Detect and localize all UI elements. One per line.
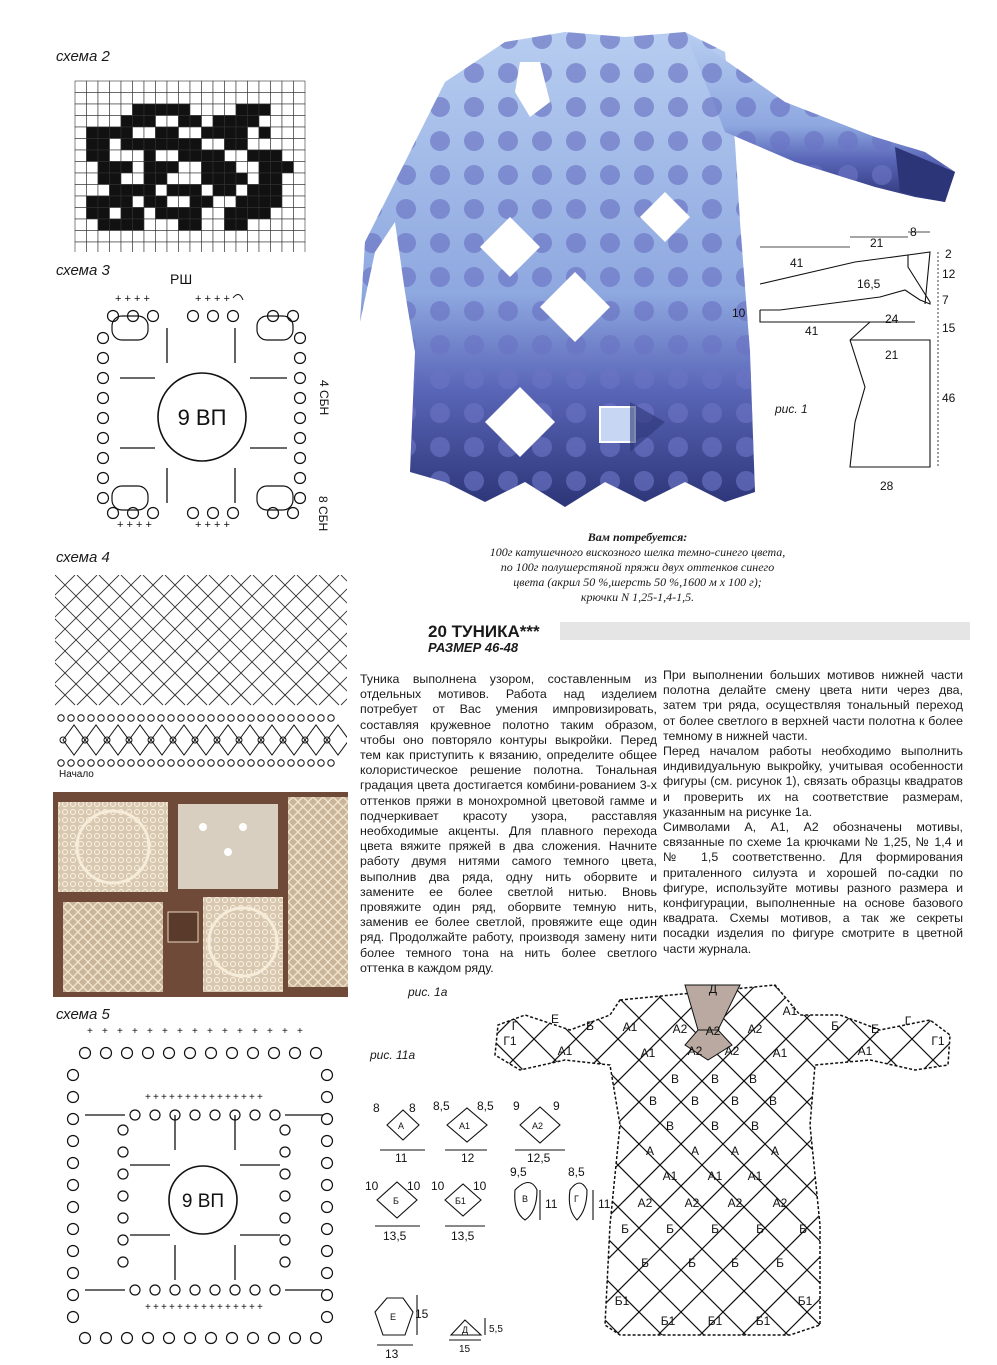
materials-line2: по 100г полушерстяной пряжи двух оттенков синего bbox=[500, 560, 775, 574]
fig1a-a1-r2: А1 bbox=[782, 1004, 798, 1018]
fig11a-label: рис. 11а bbox=[370, 1048, 416, 1062]
dim-21-top: 21 bbox=[870, 236, 884, 250]
motif-A1-letter: А1 bbox=[459, 1121, 471, 1131]
svg-text:+: + bbox=[249, 1302, 255, 1313]
fig1a-a2-m2: А2 bbox=[684, 1196, 700, 1210]
motif-A1-d2: 8,5 bbox=[477, 1099, 494, 1113]
motif-V-d1: 9,5 bbox=[510, 1165, 527, 1179]
fig1a-e-left: Е bbox=[550, 1012, 560, 1026]
paragraph-pattern: Перед началом работы необходимо выполнить индивидуальную выкройку, учитывая особенности фигуры (см. рисунок 1), связать образцы квадратов и проверить их на соответствие размерам, указанным на рисунке 1а. bbox=[663, 744, 963, 819]
materials-line4: крючки N 1,25-1,4-1,5. bbox=[580, 590, 695, 604]
svg-text:+: + bbox=[241, 1302, 247, 1313]
motif-B-d2: 10 bbox=[407, 1179, 421, 1193]
paragraph-symbols: Символами А, А1, А2 обозначены мотивы, связанные по схеме 1а крючками № 1,25, № 1,4 и № 1,5 соответственно. Для формирования приталенного силуэта и хорошей по-садки по фигуре, используйте мотивы разного размера и конфигурации, выполненные на основе базового квадрата. Схемы мотивов, а так же секреты посадки изделия по фигуре смотрите в цветной части журнала. bbox=[663, 820, 963, 956]
svg-text:+: + bbox=[201, 1092, 207, 1103]
svg-text:+: + bbox=[87, 1026, 93, 1037]
motif-V-letter: В bbox=[522, 1194, 529, 1204]
motif-G-letter: Г bbox=[574, 1194, 579, 1204]
scheme5-label: схема 5 bbox=[56, 1006, 110, 1023]
scheme3-center-label: 9 ВП bbox=[177, 405, 227, 430]
motif-A-letter: А bbox=[398, 1121, 405, 1131]
article-title: 20 ТУНИКА*** bbox=[428, 622, 540, 641]
fig1a-b-sl: Б bbox=[586, 1019, 594, 1033]
fig1a-a2-m4: А2 bbox=[772, 1196, 788, 1210]
svg-text:+: + bbox=[241, 1092, 247, 1103]
fig1a-a-3: А bbox=[730, 1144, 740, 1158]
fig1a-v9: В bbox=[710, 1119, 720, 1133]
fig1a-e-right: Е bbox=[870, 1022, 880, 1036]
svg-text:+: + bbox=[257, 1302, 263, 1313]
fig1a-g-right: Г bbox=[904, 1014, 912, 1028]
svg-text:+: + bbox=[145, 1302, 151, 1313]
materials-line3: цвета (акрил 50 %,шерсть 50 %,1600 м х 100 г); bbox=[513, 575, 762, 589]
svg-text:+: + bbox=[249, 1092, 255, 1103]
fig1a-b-9: Б bbox=[776, 1256, 784, 1270]
dim-21-mid: 21 bbox=[885, 348, 899, 362]
svg-text:+: + bbox=[233, 1302, 239, 1313]
svg-text:+: + bbox=[217, 1092, 223, 1103]
svg-text:+: + bbox=[209, 1092, 215, 1103]
fig1a-b-1: Б bbox=[621, 1222, 629, 1236]
fig1a-a2-l2: А2 bbox=[687, 1044, 703, 1058]
dim-28: 28 bbox=[880, 479, 894, 493]
svg-text:+: + bbox=[225, 1302, 231, 1313]
motif-A-d2: 8 bbox=[409, 1101, 416, 1115]
dim-15: 15 bbox=[942, 321, 956, 335]
scheme3-label: схема 3 bbox=[56, 262, 110, 279]
svg-text:+: + bbox=[282, 1026, 288, 1037]
motif-A1-w: 12 bbox=[461, 1151, 475, 1165]
fig1a-b-5: Б bbox=[799, 1222, 807, 1236]
dim-7: 7 bbox=[942, 293, 949, 307]
motif-D-h: 5,5 bbox=[489, 1324, 503, 1335]
svg-text:+: + bbox=[162, 1026, 168, 1037]
plus-row-bottom-right: + + + + bbox=[195, 519, 230, 531]
svg-text:+: + bbox=[177, 1302, 183, 1313]
dim-41-top: 41 bbox=[790, 256, 804, 270]
scheme5-center-label: 9 ВП bbox=[181, 1191, 225, 1212]
svg-text:+: + bbox=[297, 1026, 303, 1037]
motif-A-d1: 8 bbox=[373, 1101, 380, 1115]
svg-text:+: + bbox=[185, 1302, 191, 1313]
svg-text:+: + bbox=[233, 1092, 239, 1103]
scheme4-label: схема 4 bbox=[56, 549, 110, 566]
fig1a-g1-left: Г1 bbox=[503, 1034, 517, 1048]
motif-A2-d2: 9 bbox=[553, 1099, 560, 1113]
motif-B-w: 13,5 bbox=[383, 1229, 407, 1243]
svg-text:+: + bbox=[177, 1092, 183, 1103]
fig1a-v7: В bbox=[768, 1094, 778, 1108]
fig1a-b-6: Б bbox=[641, 1256, 649, 1270]
dim-41-bottom: 41 bbox=[805, 324, 819, 338]
dim-8: 8 bbox=[910, 225, 917, 239]
motif-E-letter: Е bbox=[390, 1312, 397, 1322]
fig1a-a1-sr: А1 bbox=[857, 1044, 873, 1058]
motif-E-h: 15 bbox=[415, 1307, 429, 1321]
svg-text:+: + bbox=[102, 1026, 108, 1037]
motif-D-letter: Д bbox=[462, 1325, 469, 1335]
fig1a-a2-m1: А2 bbox=[637, 1196, 653, 1210]
fig1a-a1-m3: А1 bbox=[747, 1169, 763, 1183]
fig1a-a1-l: А1 bbox=[640, 1046, 656, 1060]
fig1a-b1-2: Б1 bbox=[660, 1314, 676, 1328]
motif-B-letter: Б bbox=[393, 1196, 399, 1206]
fig1a-b-7: Б bbox=[688, 1256, 696, 1270]
fig1a-a2-left: А2 bbox=[672, 1022, 688, 1036]
fig1a-b1-5: Б1 bbox=[797, 1294, 813, 1308]
motif-A-w: 11 bbox=[395, 1151, 408, 1165]
article-column-1: Туника выполнена узором, составленным из отдельных мотивов. Работа над изделием потребует от Вас умения импровизировать, составляя кружевное полотно таким образом, чтобы оно повторяло контуры выкройки. Перед тем как приступить к вязанию, определите общее колористическое решение полотна. Тональная градация цвета достигается комбини-рованием 3-х оттенков пряжи в монохромной цветовой гамме и подчеркивает красоту узора, расставляя необходимые акценты. Для плавного перехода цвета вяжите пряжей в два сложения. Начните работу двумя нитями самого темного цвета, выполнив два ряда, одну нить оборвите и замените ее более светлой нитью. Вновь провяжите один ряд, оборвите темную нить, заменив ее более светлой, провяжите еще один ряд. Продолжайте работу, производя замену нити более темного тона на нить более светлого оттенка в каждом ряду. bbox=[360, 672, 657, 975]
fig1a-a1-l2: А1 bbox=[622, 1020, 638, 1034]
svg-text:+: + bbox=[252, 1026, 258, 1037]
materials-line1: 100г катушечного вискозного шелка темно-синего цвета, bbox=[489, 545, 786, 559]
fig1a-g1-right: Г1 bbox=[931, 1034, 945, 1048]
fig1a-a1-r: А1 bbox=[772, 1046, 788, 1060]
svg-text:+: + bbox=[145, 1092, 151, 1103]
svg-text:+: + bbox=[201, 1302, 207, 1313]
svg-text:+: + bbox=[237, 1026, 243, 1037]
dim-24: 24 bbox=[885, 312, 899, 326]
svg-text:+: + bbox=[217, 1302, 223, 1313]
scheme2-grid bbox=[74, 80, 306, 252]
fig1a-b-sr: Б bbox=[831, 1019, 839, 1033]
motif-A2-letter: А2 bbox=[532, 1121, 544, 1131]
dim-46: 46 bbox=[942, 391, 956, 405]
motif-B1-d2: 10 bbox=[473, 1179, 487, 1193]
svg-text:+: + bbox=[222, 1026, 228, 1037]
fig1a-b-4: Б bbox=[756, 1222, 764, 1236]
side-4sbn: 4 СБН bbox=[317, 380, 331, 416]
motif-B1-letter: Б1 bbox=[455, 1196, 466, 1206]
fig1a-layout bbox=[470, 975, 970, 1350]
fig1a-b1-3: Б1 bbox=[707, 1314, 723, 1328]
dim-16-5: 16,5 bbox=[857, 277, 881, 291]
motif-G-h: 11 bbox=[598, 1197, 611, 1211]
fig1a-v4: В bbox=[648, 1094, 658, 1108]
motif-B1-d1: 10 bbox=[431, 1179, 445, 1193]
fig1a-a2-r2: А2 bbox=[724, 1044, 740, 1058]
svg-text:+: + bbox=[132, 1026, 138, 1037]
fig1a-a1-m2: А1 bbox=[707, 1169, 723, 1183]
svg-text:+: + bbox=[185, 1092, 191, 1103]
svg-text:+: + bbox=[257, 1092, 263, 1103]
svg-text:+: + bbox=[209, 1302, 215, 1313]
motif-D-w: 15 bbox=[459, 1344, 471, 1355]
fig1a-a1-m1: А1 bbox=[662, 1169, 678, 1183]
svg-text:+: + bbox=[169, 1302, 175, 1313]
motif-B1-w: 13,5 bbox=[451, 1229, 475, 1243]
svg-text:+: + bbox=[192, 1026, 198, 1037]
svg-text:+: + bbox=[267, 1026, 273, 1037]
fig1a-a2-m3: А2 bbox=[727, 1196, 743, 1210]
rs-label: РШ bbox=[170, 271, 193, 287]
fig1-pattern bbox=[720, 222, 990, 500]
article-column-2 bbox=[663, 668, 963, 957]
scheme3-diagram bbox=[55, 268, 345, 540]
fig1a-b1-4: Б1 bbox=[755, 1314, 771, 1328]
motif-E-w: 13 bbox=[385, 1347, 399, 1360]
fig1a-a-1: А bbox=[645, 1144, 655, 1158]
fig1a-v6: В bbox=[730, 1094, 740, 1108]
svg-text:+: + bbox=[147, 1026, 153, 1037]
scheme2-label: схема 2 bbox=[56, 48, 110, 65]
fig1a-b-8: Б bbox=[731, 1256, 739, 1270]
fig1a-v2: В bbox=[710, 1072, 720, 1086]
fig1a-b-2: Б bbox=[666, 1222, 674, 1236]
fig1a-v5: В bbox=[690, 1094, 700, 1108]
fig1a-v3: В bbox=[748, 1072, 758, 1086]
scheme4-diagram bbox=[55, 575, 347, 780]
fig1a-label: рис. 1а bbox=[408, 985, 448, 999]
svg-text:+: + bbox=[161, 1302, 167, 1313]
svg-text:+: + bbox=[225, 1092, 231, 1103]
materials-heading: Вам потребуется: bbox=[587, 530, 688, 544]
fig1-label: рис. 1 bbox=[775, 402, 808, 416]
article-subtitle: РАЗМЕР 46-48 bbox=[428, 640, 519, 655]
svg-text:+: + bbox=[153, 1092, 159, 1103]
lace-photo bbox=[53, 792, 348, 997]
svg-text:+: + bbox=[161, 1092, 167, 1103]
svg-text:+: + bbox=[117, 1026, 123, 1037]
plus-row-bottom-left: + + + + bbox=[117, 519, 152, 531]
dim-2: 2 bbox=[945, 247, 952, 261]
fig1a-v10: В bbox=[750, 1119, 760, 1133]
svg-text:+: + bbox=[177, 1026, 183, 1037]
motif-A2-w: 12,5 bbox=[527, 1151, 551, 1165]
fig1a-v1: В bbox=[670, 1072, 680, 1086]
fig1a-b-3: Б bbox=[711, 1222, 719, 1236]
motif-A1-d1: 8,5 bbox=[433, 1099, 450, 1113]
materials-block bbox=[455, 530, 820, 605]
motif-B-d1: 10 bbox=[365, 1179, 379, 1193]
scheme4-start-label: Начало bbox=[59, 769, 94, 780]
motif-A2-d1: 9 bbox=[513, 1099, 520, 1113]
svg-text:+: + bbox=[193, 1302, 199, 1313]
plus-row-top-right: + + + + bbox=[195, 293, 230, 305]
dim-12: 12 bbox=[942, 267, 956, 281]
scheme5-diagram bbox=[55, 1020, 345, 1350]
fig1a-v8: В bbox=[665, 1119, 675, 1133]
fig1a-a1-sl: А1 bbox=[557, 1044, 573, 1058]
paragraph-color-change: При выполнении больших мотивов нижней части полотна делайте смену цвета нити через два, затем три ряда, осуществляя тональный переход от более светлого в верхней части полотна к более темному в нижней части. bbox=[663, 668, 963, 743]
svg-text:+: + bbox=[193, 1092, 199, 1103]
side-8sbn: 8 СБН bbox=[316, 496, 330, 532]
fig1a-b1-1: Б1 bbox=[614, 1294, 630, 1308]
plus-row-top-left: + + + + bbox=[115, 293, 150, 305]
motif-G-d1: 8,5 bbox=[568, 1165, 585, 1179]
svg-text:+: + bbox=[153, 1302, 159, 1313]
dim-10: 10 bbox=[732, 306, 746, 320]
fig1a-a-4: А bbox=[770, 1144, 780, 1158]
fig1a-a2-right: А2 bbox=[747, 1022, 763, 1036]
fig1a-a2-top: А2 bbox=[705, 1024, 721, 1038]
svg-text:+: + bbox=[169, 1092, 175, 1103]
fig1a-a-2: А bbox=[690, 1144, 700, 1158]
title-bar bbox=[560, 622, 970, 640]
svg-text:+: + bbox=[207, 1026, 213, 1037]
motif-V-h: 11 bbox=[545, 1197, 558, 1211]
fig1a-top-letter: Д bbox=[708, 982, 718, 996]
fig1a-g-left: Г bbox=[511, 1019, 519, 1033]
